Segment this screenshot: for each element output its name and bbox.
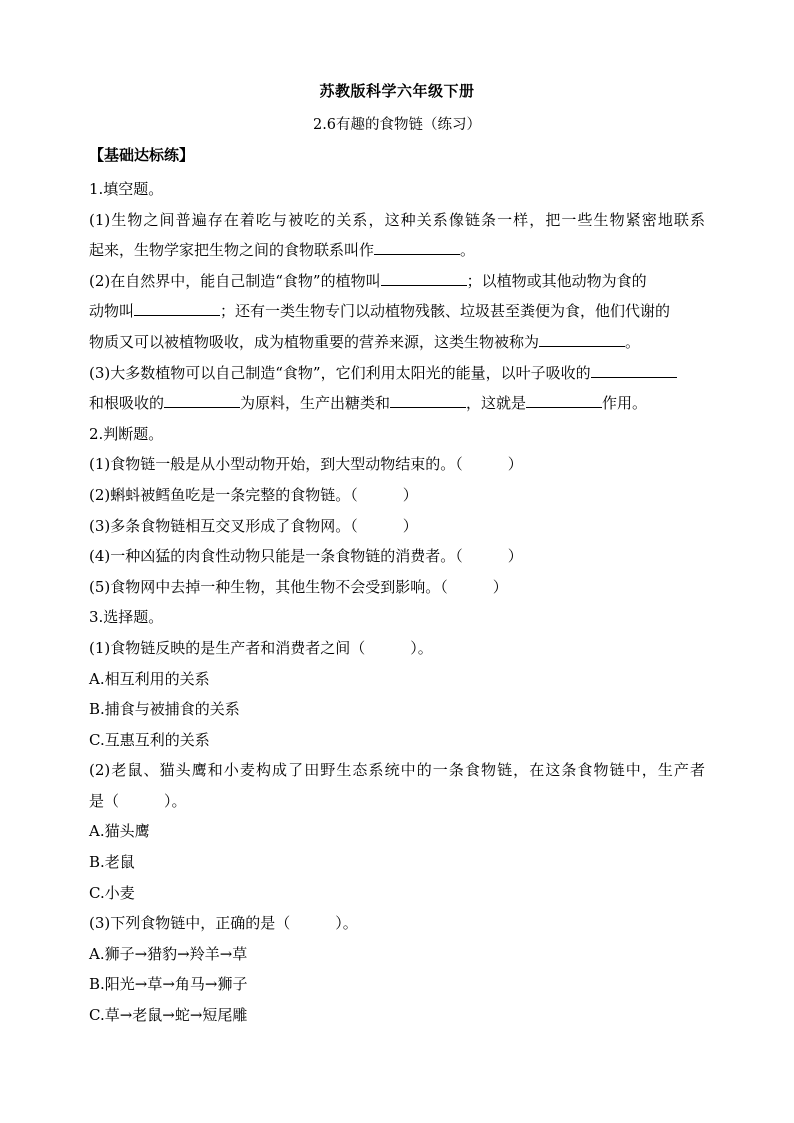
q1-p2-text-a: (2)在自然界中，能自己制造“食物”的植物叫	[89, 271, 381, 290]
q1-p1-line2	[89, 235, 705, 266]
q3-s3-option: B.阳光→草→角马→狮子	[89, 975, 248, 994]
q1-p3-text-c: 为原料，生产出糖类和	[240, 394, 391, 413]
section-heading: 【基础达标练】	[89, 146, 195, 164]
q2-item: (5)食物网中去掉一种生物，其他生物不会受到影响。（ ）	[89, 577, 508, 596]
doc-title: 苏教版科学六年级下册	[319, 82, 475, 100]
fill-blank[interactable]	[164, 389, 240, 408]
q2-item: (4)一种凶猛的肉食性动物只能是一条食物链的消费者。（ ）	[89, 547, 523, 566]
q3-s1-option: A.相互利用的关系	[89, 669, 210, 688]
q1-p2-text-f: 。	[625, 332, 641, 351]
q1-p2-text-d: ；还有一类生物专门以动植物残骸、垃圾甚至粪便为食，他们代谢的	[220, 302, 671, 321]
fill-blank[interactable]	[539, 328, 625, 347]
fill-blank[interactable]	[134, 297, 220, 316]
q1-p3-line1	[89, 358, 705, 389]
q2-heading: 2.判断题。	[89, 424, 164, 443]
q3-s2-option: B.老鼠	[89, 853, 135, 872]
q1-p3-text-b: 和根吸收的	[89, 394, 165, 413]
q3-s1-option: C.互惠互利的关系	[89, 730, 210, 749]
q3-s2-option: C.小麦	[89, 883, 135, 902]
q2-item: (2)蝌蚪被鳕鱼吃是一条完整的食物链。（ ）	[89, 485, 418, 504]
q1-p3-text-a: (3)大多数植物可以自己制造“食物”，它们利用太阳光的能量，以叶子吸收的	[89, 363, 591, 382]
q1-p1-line1: (1)生物之间普遍存在着吃与被吃的关系，这种关系像链条一样，把一些生物紧密地联系	[89, 210, 705, 229]
fill-blank[interactable]	[591, 359, 677, 378]
q3-s2-stem-line2: 是（ ）。	[89, 791, 187, 810]
q3-s3-option: C.草→老鼠→蛇→短尾雕	[89, 1006, 248, 1025]
q1-p2-line2	[89, 296, 705, 327]
doc-subtitle: 2.6有趣的食物链（练习）	[312, 117, 482, 133]
q1-p3-text-d: ，这就是	[466, 394, 527, 413]
q3-s1-stem: (1)食物链反映的是生产者和消费者之间（ ）。	[89, 638, 433, 657]
q1-p2-text-e: 物质又可以被植物吸收，成为植物重要的营养来源，这类生物被称为	[89, 332, 540, 351]
q2-item: (3)多条食物链相互交叉形成了食物网。（ ）	[89, 516, 418, 535]
worksheet-body	[89, 174, 705, 1031]
q1-p2-text-c: 动物叫	[89, 302, 135, 321]
q1-heading: 1.填空题。	[89, 180, 164, 198]
q3-s2-stem-line1: (2)老鼠、猫头鹰和小麦构成了田野生态系统中的一条食物链，在这条食物链中，生产者	[89, 761, 705, 780]
q3-s3-option: A.狮子→猎豹→羚羊→草	[89, 944, 248, 963]
q3-s3-stem: (3)下列食物链中，正确的是（ ）。	[89, 914, 358, 933]
q1-p1-text-b: 。	[460, 241, 476, 260]
q1-p2-line3	[89, 327, 705, 358]
q3-s2-option: A.猫头鹰	[89, 822, 150, 841]
q3-heading: 3.选择题。	[89, 608, 164, 627]
q1-p2-text-b: ；以植物或其他动物为食的	[466, 271, 647, 290]
q1-p1-text-a: 起来，生物学家把生物之间的食物联系叫作	[89, 241, 375, 260]
q1-p3-text-e: 作用。	[602, 394, 648, 413]
fill-blank[interactable]	[374, 236, 460, 255]
q2-item: (1)食物链一般是从小型动物开始，到大型动物结束的。（ ）	[89, 455, 523, 474]
q1-p3-line2	[89, 388, 705, 419]
q1-p2-line1	[89, 266, 705, 297]
q3-s1-option: B.捕食与被捕食的关系	[89, 700, 240, 719]
fill-blank[interactable]	[390, 389, 466, 408]
fill-blank[interactable]	[526, 389, 602, 408]
fill-blank[interactable]	[381, 267, 467, 286]
